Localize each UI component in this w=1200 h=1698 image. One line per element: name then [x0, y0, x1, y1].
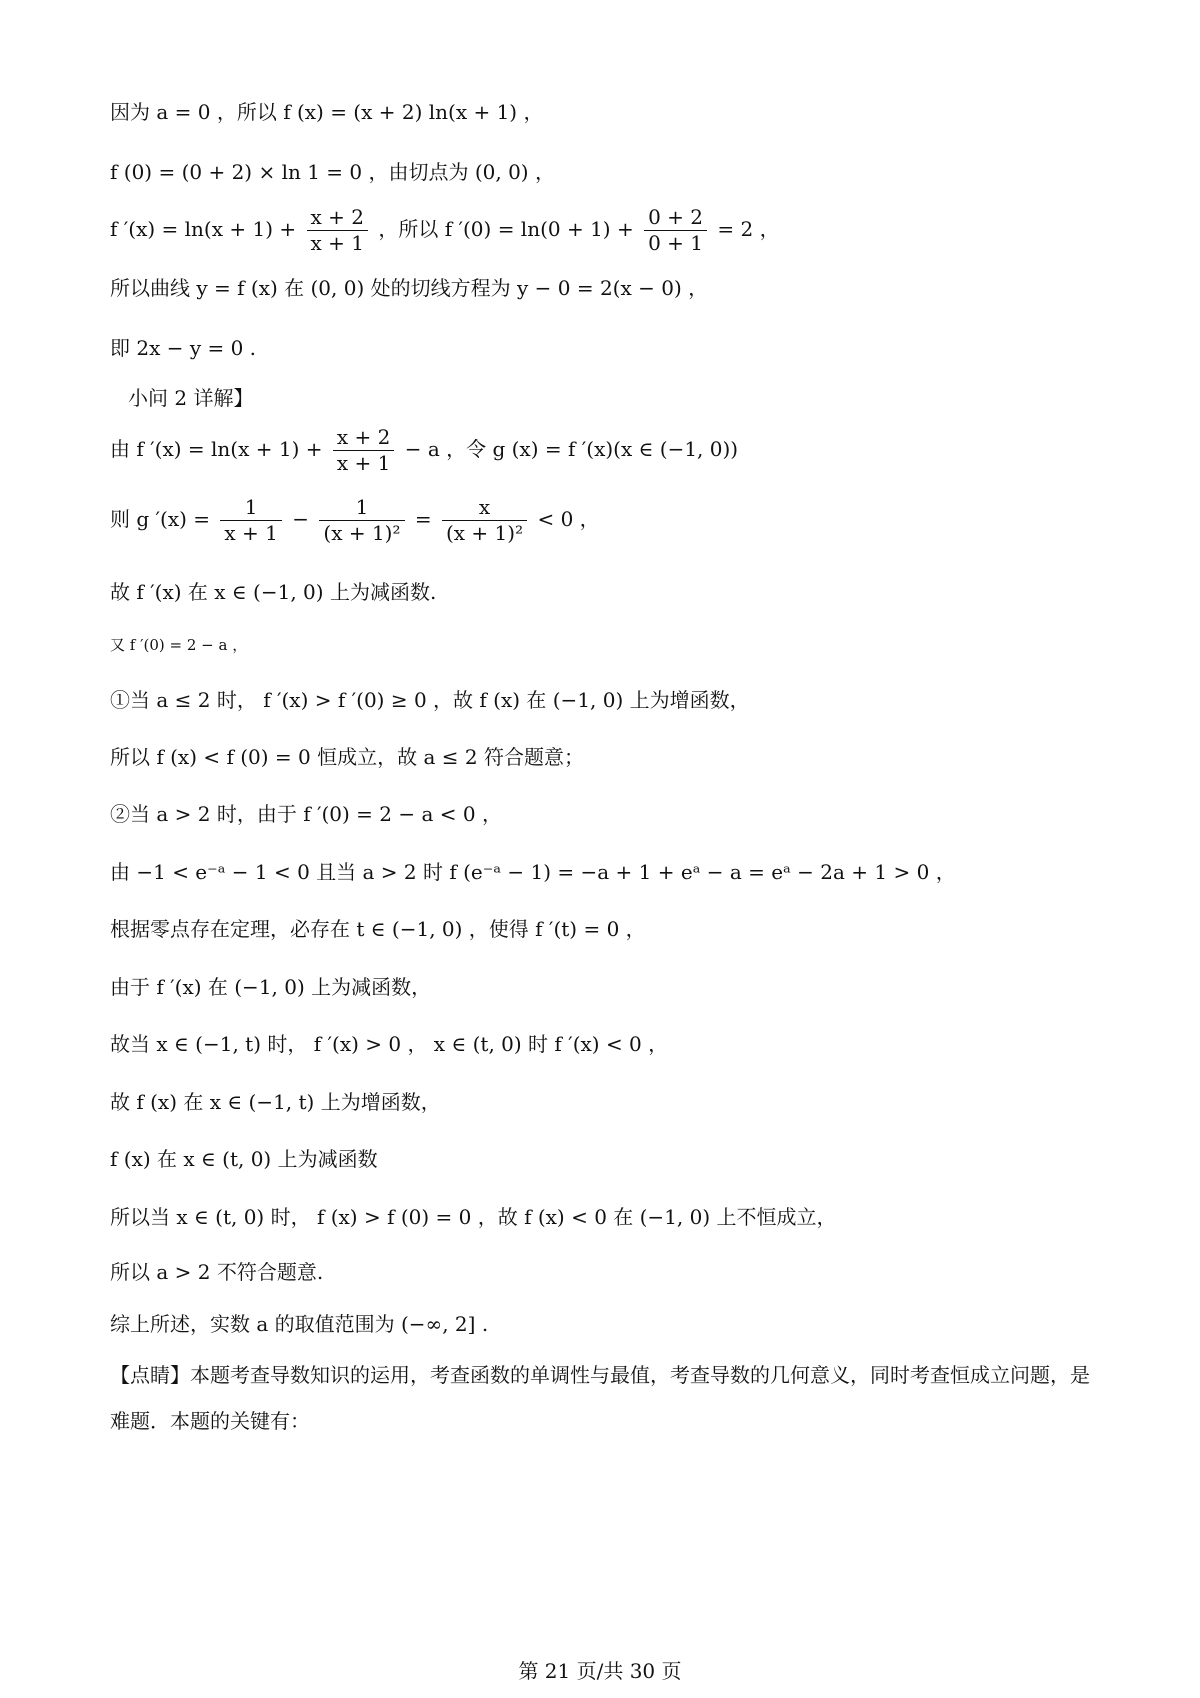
text-line: 所以曲线 y = f (x) 在 (0, 0) 处的切线方程为 y − 0 = 2(x − 0) ，: [110, 276, 709, 300]
fraction-denominator: (x + 1)²: [323, 521, 401, 545]
text-line: 故当 x ∈ (−1, t) 时， f ′(x) > 0 ， x ∈ (t, 0) 时 f ′(x) < 0 ，: [110, 1032, 669, 1056]
text-line: 又 f ′(0) = 2 − a ，: [110, 636, 248, 654]
text-line: 由于 f ′(x) 在 (−1, 0) 上为减函数，: [110, 975, 432, 999]
commentary-paragraph: 【点睛】本题考查导数知识的运用，考查函数的单调性与最值，考查导数的几何意义，同时考查恒成立问题，是难题．本题的关键有：: [110, 1363, 1090, 1433]
text-line: ①当 a ≤ 2 时， f ′(x) > f ′(0) ≥ 0 ，故 f (x) 在 (−1, 0) 上为增函数，: [110, 688, 750, 712]
fraction-denominator: x + 1: [224, 521, 278, 545]
fraction-denominator: x + 1: [310, 231, 364, 255]
text-segment: 则 g ′(x) =: [110, 507, 211, 531]
fraction-numerator: 0 + 2: [644, 205, 707, 231]
section-heading: 小问 2 详解】: [128, 386, 254, 410]
fraction: [319, 495, 404, 546]
fraction: [307, 205, 368, 256]
text-line: 所以当 x ∈ (t, 0) 时， f (x) > f (0) = 0 ，故 f (x) < 0 在 (−1, 0) 上不恒成立，: [110, 1205, 837, 1229]
fraction-denominator: x + 1: [336, 451, 391, 475]
text-line: f (x) 在 x ∈ (t, 0) 上为减函数: [110, 1147, 378, 1171]
text-line: 所以 a > 2 不符合题意.: [110, 1260, 324, 1284]
fraction-numerator: 1: [319, 495, 404, 521]
text-segment: ，所以 f ′(0) = ln(0 + 1) +: [378, 217, 634, 241]
text-segment: < 0 ，: [537, 507, 600, 531]
text-line: 综上所述，实数 a 的取值范围为 (−∞, 2] .: [110, 1312, 489, 1336]
fraction: [333, 425, 394, 476]
text-line: 由 −1 < e⁻ᵃ − 1 < 0 且当 a > 2 时 f (e⁻ᵃ − 1) = −a + 1 + eᵃ − a = eᵃ − 2a + 1 > 0 ，: [110, 860, 956, 884]
fraction-numerator: x + 2: [307, 205, 368, 231]
equation-line: [110, 425, 738, 476]
text-line: ②当 a > 2 时，由于 f ′(0) = 2 − a < 0 ，: [110, 802, 502, 826]
text-line: 故 f (x) 在 x ∈ (−1, t) 上为增函数，: [110, 1090, 441, 1114]
fraction: [442, 495, 527, 546]
fraction-numerator: 1: [220, 495, 281, 521]
fraction-denominator: (x + 1)²: [445, 521, 524, 545]
equation-line: [110, 205, 780, 256]
text-line: f (0) = (0 + 2) × ln 1 = 0 ，由切点为 (0, 0) ，: [110, 160, 555, 184]
text-line: 因为 a = 0 ，所以 f (x) = (x + 2) ln(x + 1) ，: [110, 100, 544, 124]
text-segment: =: [414, 507, 432, 531]
fraction-denominator: 0 + 1: [648, 231, 704, 255]
page-footer: 第 21 页/共 30 页: [518, 1659, 682, 1683]
equation-line: [110, 495, 600, 546]
text-segment: f ′(x) = ln(x + 1) +: [110, 217, 297, 241]
text-segment: 由 f ′(x) = ln(x + 1) +: [110, 437, 323, 461]
text-line: 故 f ′(x) 在 x ∈ (−1, 0) 上为减函数.: [110, 580, 437, 604]
text-segment: −: [292, 507, 310, 531]
fraction-numerator: x: [442, 495, 527, 521]
text-segment: = 2 ，: [717, 217, 780, 241]
text-segment: − a ，令 g (x) = f ′(x)(x ∈ (−1, 0)): [404, 437, 739, 461]
text-line: 所以 f (x) < f (0) = 0 恒成立，故 a ≤ 2 符合题意；: [110, 745, 584, 769]
fraction-numerator: x + 2: [333, 425, 394, 451]
fraction: [644, 205, 707, 256]
fraction: [220, 495, 281, 546]
text-line: 根据零点存在定理，必存在 t ∈ (−1, 0) ，使得 f ′(t) = 0 ，: [110, 917, 646, 941]
text-line: 即 2x − y = 0 .: [110, 336, 257, 360]
